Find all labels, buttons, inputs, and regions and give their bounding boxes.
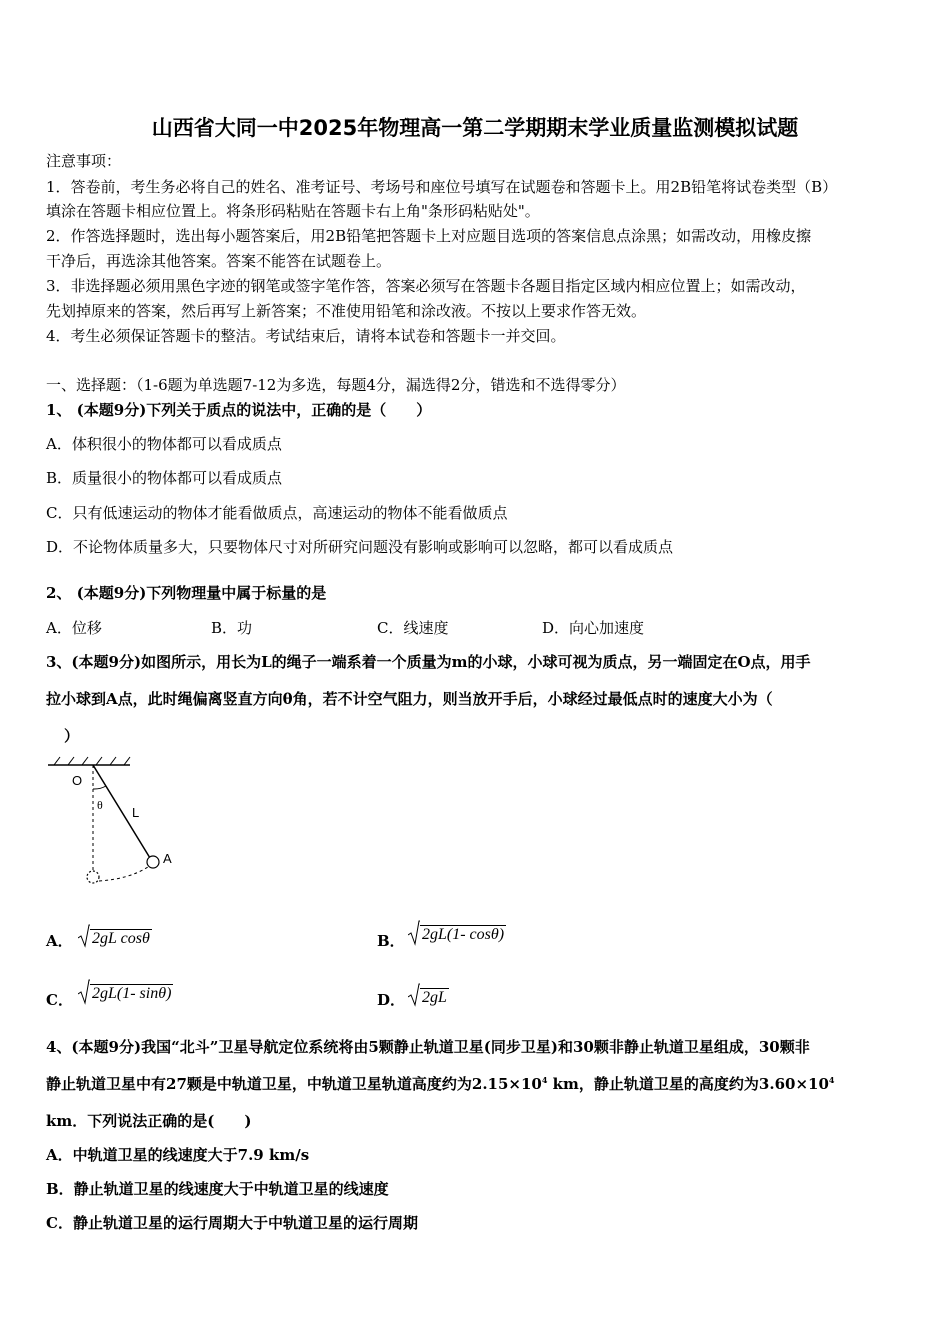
notice-line: 填涂在答题卡相应位置上。将条形码粘贴在答题卡右上角"条形码粘贴处"。: [46, 202, 540, 220]
notice-line: 2．作答选择题时，选出每小题答案后，用2B铅笔把答题卡上对应题目选项的答案信息点涂黑；如需改动，用橡皮擦: [46, 227, 812, 245]
q2-option-a: A．位移: [46, 619, 102, 637]
notice-line: 3．非选择题必须用黑色字迹的钢笔或签字笔作答，答案必须写在答题卡各题目指定区域内相应位置上；如需改动，: [46, 277, 806, 295]
q4-option-c: C．静止轨道卫星的运行周期大于中轨道卫星的运行周期: [46, 1214, 418, 1232]
q3-option-d-formula: 2gL: [408, 987, 449, 1007]
question-3-line1: 3、(本题9分)如图所示，用长为L的绳子一端系着一个质量为m的小球，小球可视为质点，另一端固定在O点，用手: [46, 653, 811, 671]
radical-icon: [78, 979, 90, 1005]
q3-option-a-label: A．: [46, 932, 73, 950]
notice-line: 干净后，再选涂其他答案。答案不能答在试题卷上。: [46, 252, 392, 270]
q2-option-d: D．向心加速度: [542, 619, 645, 637]
radical-icon: [408, 920, 420, 946]
q1-option-b: B．质量很小的物体都可以看成质点: [46, 469, 283, 487]
q3-option-b-formula: 2gL(1- cosθ): [408, 924, 506, 944]
q3-option-a-formula: 2gL cosθ: [78, 928, 152, 948]
question-4-line2: 静止轨道卫星中有27颗是中轨道卫星，中轨道卫星轨道高度约为$2.15\times 10^4$ km，静止轨道卫星的高度约为$3.60\times 10^4$: [46, 1075, 835, 1093]
question-4-line1: 4、(本题9分)我国“北斗”卫星导航定位系统将由5颗静止轨道卫星(同步卫星)和30颗非静止轨道卫星组成，30颗非: [46, 1038, 810, 1056]
theta-label: θ: [97, 798, 103, 812]
q3-option-c-label: C．: [46, 991, 73, 1009]
notice-line: 4．考生必须保证答题卡的整洁。考试结束后，请将本试卷和答题卡一并交回。: [46, 327, 566, 345]
q1-option-a: A．体积很小的物体都可以看成质点: [46, 435, 282, 453]
q1-option-d: D．不论物体质量多大，只要物体尺寸对所研究问题没有影响或影响可以忽略，都可以看成质点: [46, 538, 674, 556]
question-3-line2: 拉小球到A点，此时绳偏离竖直方向θ角，若不计空气阻力，则当放开手后，小球经过最低点时的速度大小为（: [46, 690, 773, 708]
point-o-label: O: [72, 773, 83, 788]
section-heading: 一、选择题：（1-6题为单选题7-12为多选，每题4分，漏选得2分，错选和不选得零分）: [46, 376, 626, 394]
q1-option-c: C．只有低速运动的物体才能看做质点，高速运动的物体不能看做质点: [46, 504, 508, 522]
radical-icon: [78, 924, 90, 948]
length-label: L: [132, 805, 140, 820]
q4-option-b: B．静止轨道卫星的线速度大于中轨道卫星的线速度: [46, 1180, 389, 1198]
question-4-line3: km．下列说法正确的是( ): [46, 1112, 252, 1130]
question-3-line3: ）: [64, 727, 80, 745]
question-2-stem: 2、 (本题9分)下列物理量中属于标量的是: [46, 584, 327, 602]
q3-option-d-label: D．: [377, 991, 406, 1009]
question-1-stem: 1、 (本题9分)下列关于质点的说法中，正确的是（ ）: [46, 401, 432, 419]
q3-option-b-label: B．: [377, 932, 405, 950]
q2-option-b: B．功: [211, 619, 253, 637]
q2-option-c: C．线速度: [377, 619, 449, 637]
q3-option-c-formula: 2gL(1- sinθ): [78, 983, 173, 1003]
notice-line: 先划掉原来的答案，然后再写上新答案；不准使用铅笔和涂改液。不按以上要求作答无效。: [46, 302, 647, 320]
q4-option-a: A．中轨道卫星的线速度大于7.9 km/s: [46, 1146, 310, 1164]
notice-heading: 注意事项：: [46, 152, 122, 170]
point-a-label: A: [163, 851, 172, 866]
notice-line: 1．答卷前，考生务必将自己的姓名、准考证号、考场号和座位号填写在试题卷和答题卡上。用2B铅笔将试卷类型（B）: [46, 178, 838, 196]
page-title: 山西省大同一中2025年物理高一第二学期期末学业质量监测模拟试题: [151, 116, 799, 140]
pendulum-diagram: [44, 755, 184, 890]
radical-icon: [408, 983, 420, 1007]
